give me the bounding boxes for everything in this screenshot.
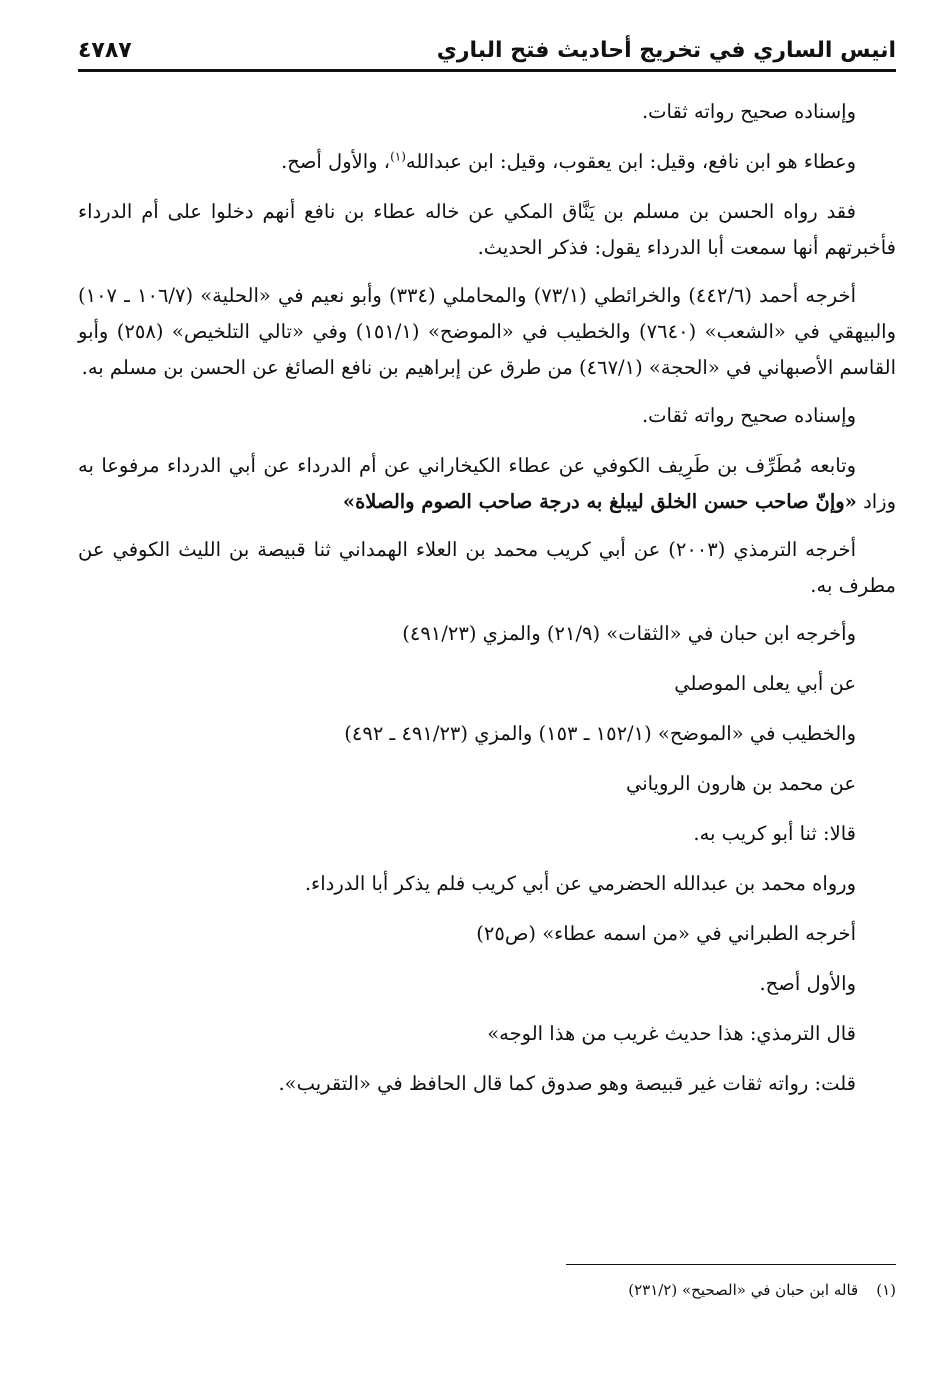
paragraph: والأول أصح.: [759, 972, 856, 995]
footnote-reference[interactable]: (١): [390, 149, 406, 164]
book-title: انيس الساري في تخريج أحاديث فتح الباري: [436, 38, 896, 63]
footnote-divider: [566, 1264, 896, 1265]
paragraph: عن محمد بن هارون الروياني: [625, 772, 856, 795]
paragraph: أخرجه الطبراني في «من اسمه عطاء» (ص٢٥): [476, 922, 856, 945]
paragraph: عن أبي يعلى الموصلي: [674, 672, 856, 695]
footnote-text: قاله ابن حبان في «الصحيح» (٢٣١/٢): [628, 1281, 859, 1299]
paragraph: والخطيب في «الموضح» (١٥٢/١ ـ ١٥٣) والمزي (٤٩١/٢٣ ـ ٤٩٢): [344, 722, 856, 745]
paragraph: وإسناده صحيح رواته ثقات.: [641, 100, 856, 123]
page-header: [78, 28, 896, 72]
paragraph: وعطاء هو ابن نافع، وقيل: ابن يعقوب، وقيل: ابن عبدالله$^{(١)}$، والأول أصح.: [281, 149, 856, 173]
paragraph: وإسناده صحيح رواته ثقات.: [641, 404, 856, 427]
document-page: [78, 28, 896, 1358]
hadith-quote: «وإنّ صاحب حسن الخلق ليبلغ به درجة صاحب الصوم والصلاة»: [342, 490, 857, 513]
paragraph: فقد رواه الحسن بن مسلم بن يَنَّاق المكي عن خاله عطاء بن نافع أنهم دخلوا على أم الدرداء فأخبرتهم أنها سمعت أبا الدرداء يقول: فذكر الحديث.: [78, 200, 896, 259]
paragraph: قال الترمذي: هذا حديث غريب من هذا الوجه»: [487, 1022, 856, 1045]
footnote: [78, 1278, 896, 1302]
paragraph: وأخرجه ابن حبان في «الثقات» (٢١/٩) والمزي (٤٩١/٢٣): [402, 622, 856, 645]
paragraph: أخرجه الترمذي (٢٠٠٣) عن أبي كريب محمد بن العلاء الهمداني ثنا قبيصة بن الليث الكوفي عن مطرف به.: [78, 538, 896, 597]
paragraph: ورواه محمد بن عبدالله الحضرمي عن أبي كريب فلم يذكر أبا الدرداء.: [304, 872, 856, 895]
page-number: ٤٧٨٧: [78, 38, 132, 63]
footnote-number: (١): [876, 1281, 896, 1299]
paragraph: قالا: ثنا أبو كريب به.: [693, 822, 856, 845]
paragraph: قلت: رواته ثقات غير قبيصة وهو صدوق كما قال الحافظ في «التقريب».: [278, 1072, 856, 1095]
main-text: [78, 94, 896, 1102]
paragraph: أخرجه أحمد (٤٤٢/٦) والخرائطي (٧٣/١) والمحاملي (٣٣٤) وأبو نعيم في «الحلية» (١٠٦/٧ ـ ١٠٧) والبيهقي في «الشعب» (٧٦٤٠) والخطيب في «الموضح» (١٥١/١) وفي «تالي التلخيص» (٢٥٨) وأبو القاسم الأصبهاني في «الحجة» (٤٦٧/١) من طرق عن إبراهيم بن نافع الصائغ عن الحسن بن مسلم به.: [78, 284, 896, 379]
paragraph: وتابعه مُطَرِّف بن طَرِيف الكوفي عن عطاء الكيخاراني عن أم الدرداء عن أبي الدرداء مرفوعا به وزاد «وإنّ صاحب حسن الخلق ليبلغ به درجة صاحب الصوم والصلاة»: [78, 454, 896, 513]
